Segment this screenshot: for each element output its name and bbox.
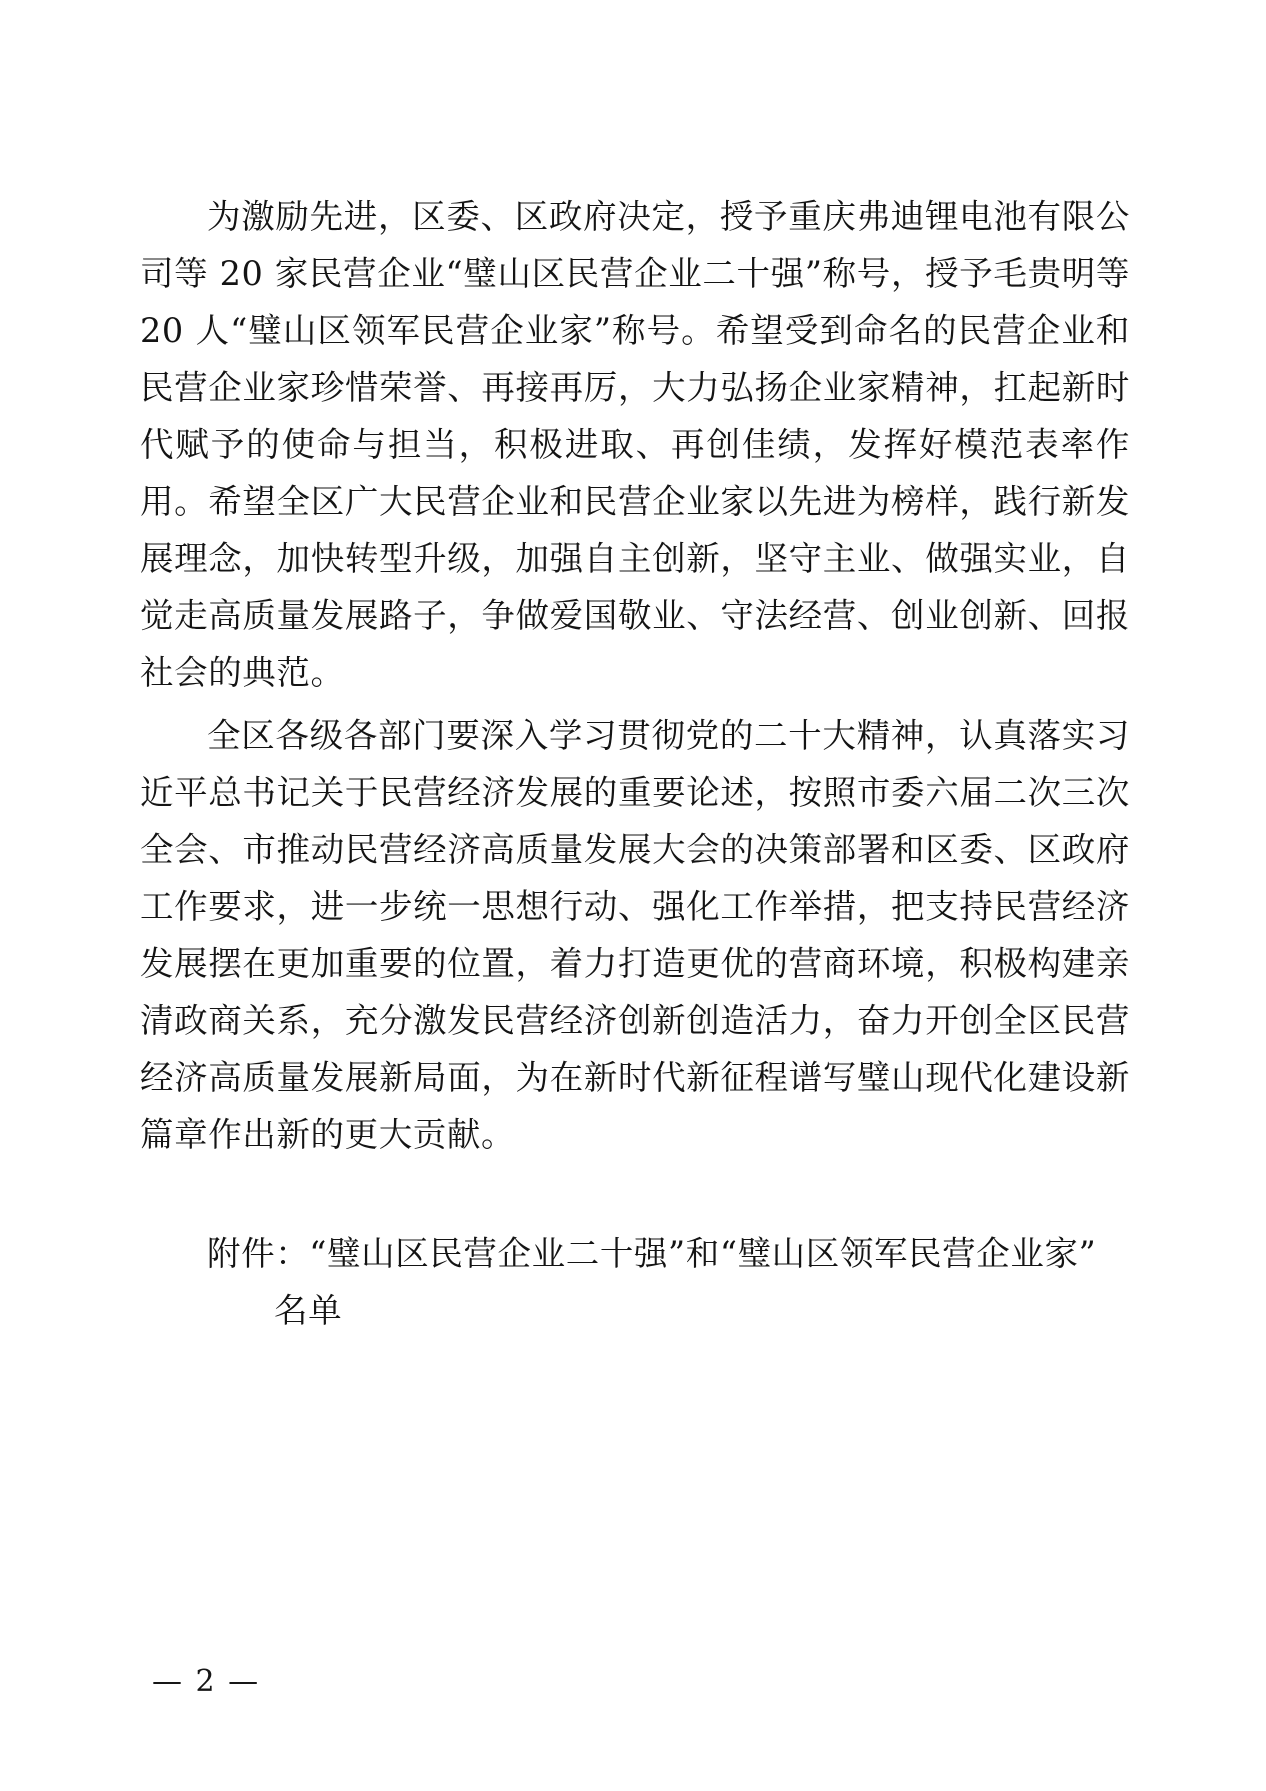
paragraph-2: 全区各级各部门要深入学习贯彻党的二十大精神，认真落实习近平总书记关于民营经济发展的重要论述，按照市委六届二次三次全会、市推动民营经济高质量发展大会的决策部署和区委、区政府工作要求，进一步统一思想行动、强化工作举措，把支持民营经济发展摆在更加重要的位置，着力打造更优的营商环境，积极构建亲清政商关系，充分激发民营经济创新创造活力，奋力开创全区民营经济高质量发展新局面，为在新时代新征程谱写璧山现代化建设新篇章作出新的更大贡献。 [140,716,1130,1154]
document-body [140,188,1130,1339]
attachment-subtitle-line: 名单 [274,1291,343,1330]
attachment-note [140,1225,1130,1339]
attachment-title-line: 附件：“璧山区民营企业二十强”和“璧山区领军民营企业家” [207,1234,1097,1273]
paragraph-1: 为激励先进，区委、区政府决定，授予重庆弗迪锂电池有限公司等 20 家民营企业“璧山区民营企业二十强”称号，授予毛贵明等 20 人“璧山区领军民营企业家”称号。希望受到命名的民营企业和民营企业家珍惜荣誉、再接再厉，大力弘扬企业家精神，扛起新时代赋予的使命与担当，积极进取、再创佳绩，发挥好模范表率作用。希望全区广大民营企业和民营企业家以先进为榜样，践行新发展理念，加快转型升级，加强自主创新，坚守主业、做强实业，自觉走高质量发展路子，争做爱国敬业、守法经营、创业创新、回报社会的典范。 [140,197,1130,692]
page-number: — 2 — [152,1664,261,1699]
